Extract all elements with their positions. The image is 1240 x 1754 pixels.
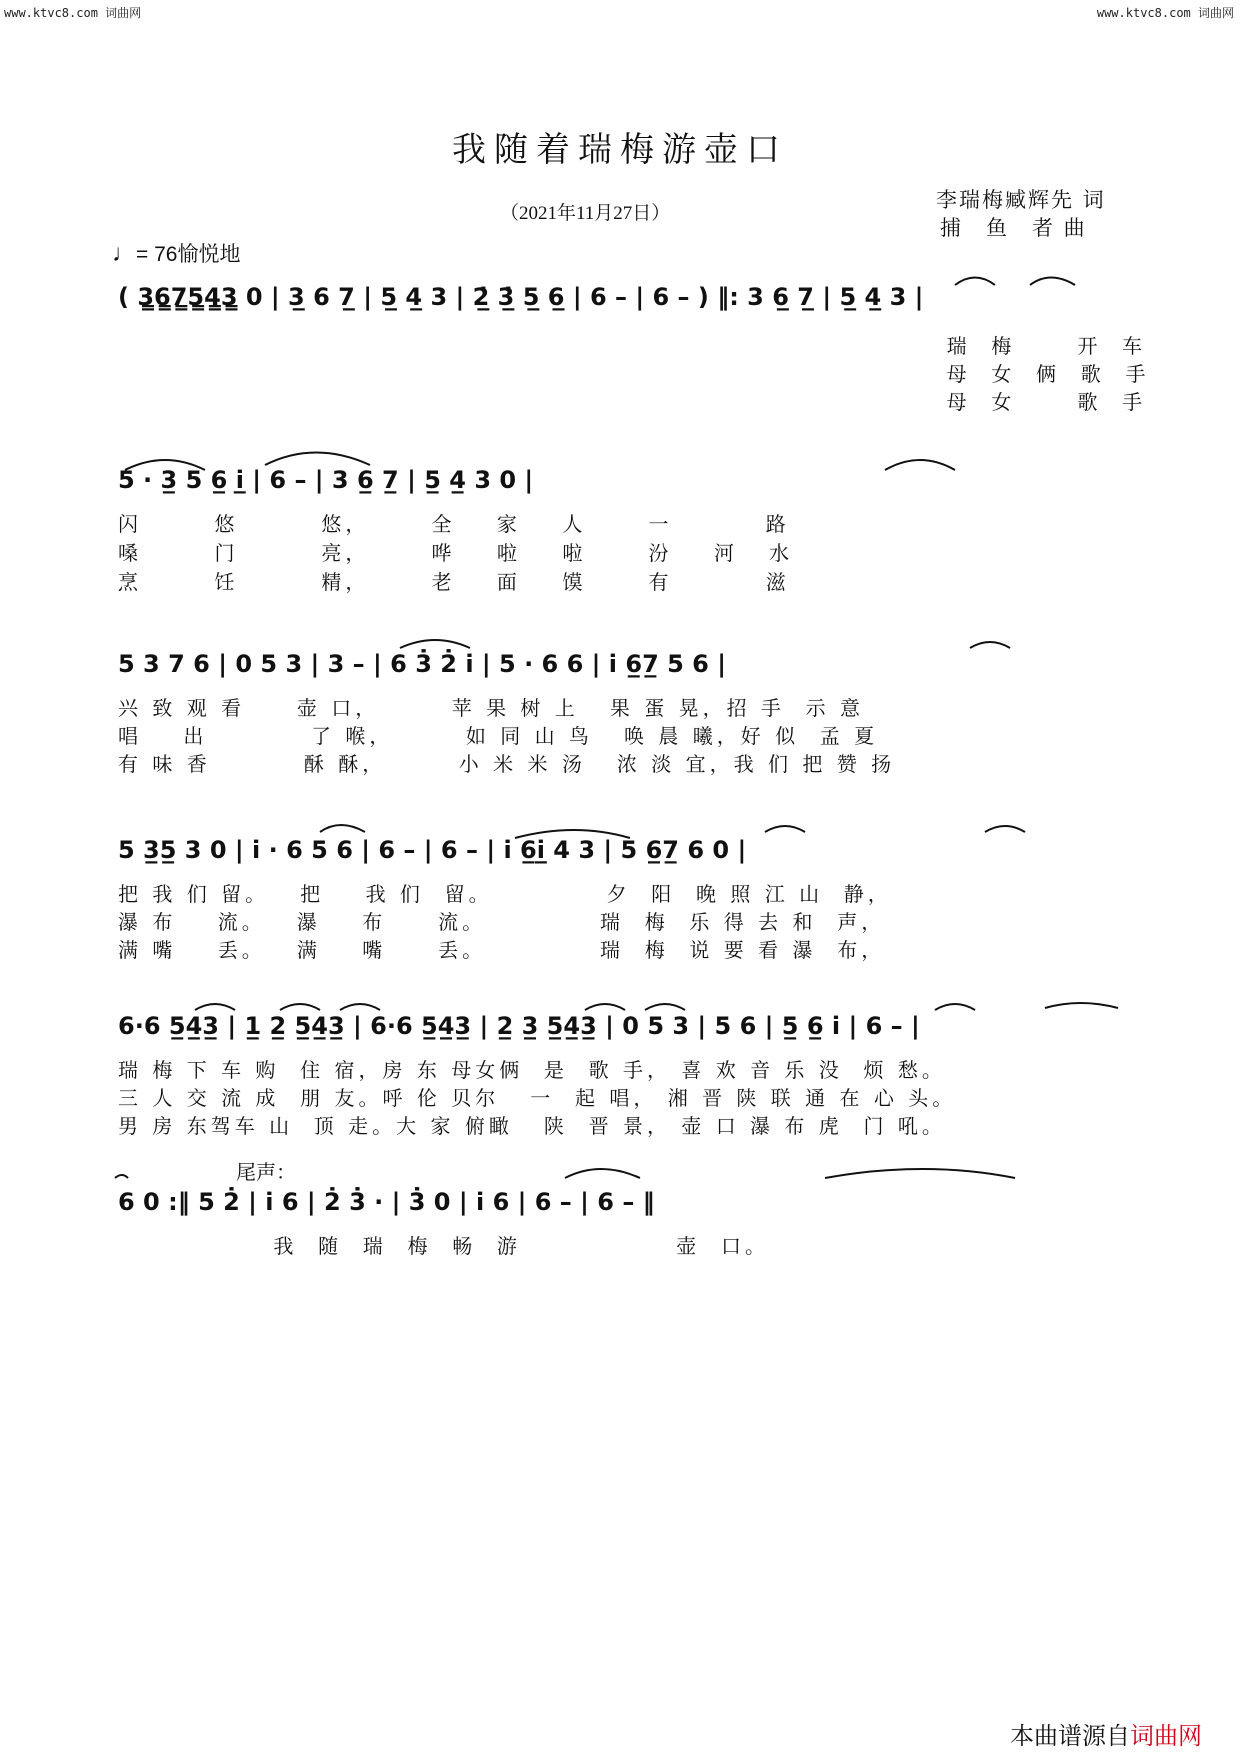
- jianpu-notes-line-4: 5 3̲5̲ 3 0 | i̇ · 6 5 6 | 6 – | 6 – | i̇ 6̲i̲̇ 4 3 | 5 6̲7̲ 6 0 |: [118, 836, 747, 864]
- lyric-line-5-verse-3: 男 房 东驾车 山 顶 走。大 家 俯瞰 陕 晋 景， 壶 口 瀑 布 虎 门 吼。: [118, 1114, 946, 1138]
- jianpu-notes-line-5: 6·6 5̲4̲3̲ | 1̲ 2̲ 5̲4̲3̲ | 6·6 5̲4̲3̲ | 2̲ 3̲ 5̲4̲3̲ | 0 5 3 | 5 6 | 5̲ 6̲ i̇ | 6 – |: [118, 1012, 920, 1040]
- watermark-right: www.ktvc8.com 词曲网: [1096, 6, 1234, 20]
- source-credit: [1010, 1716, 1202, 1751]
- lyric-line-4-verse-1: 把 我 们 留。 把 我 们 留。 夕 阳 晚 照 江 山 静，: [118, 882, 892, 906]
- lyric-line-6-coda: 我 随 瑞 梅 畅 游 壶 口。: [118, 1234, 770, 1258]
- lyric-line-1-verse-1: 瑞 梅 开 车: [118, 334, 1147, 358]
- tempo-text: = 76愉悦地: [136, 243, 241, 266]
- lyric-line-3-verse-3: 有 味 香 酥 酥， 小 米 米 汤 浓 淡 宜，我 们 把 赞 扬: [118, 752, 896, 776]
- lyric-line-1-verse-2: 母 女 俩 歌 手: [118, 362, 1150, 386]
- lyric-line-2-verse-1: 闪 悠 悠， 全 家 人 一 路: [118, 512, 790, 536]
- lyricist-credit: 李瑞梅臧辉先 词: [936, 188, 1106, 212]
- jianpu-notes-line-1: ( 3̳6̳7̳5̳4̳3̳ 0 | 3̲ 6 7̲ | 5̲ 4̲ 3 | 2̲̇ 3̲̇ 5̲ 6̲ | 6 – | 6 – ) ‖: 3 6̲ 7̲ | 5̲ 4̲ 3 |: [118, 283, 924, 311]
- lyric-line-2-verse-2: 嗓 门 亮， 哗 啦 啦 汾 河 水: [118, 541, 794, 565]
- composer-credit: 捕 鱼 者 曲: [940, 216, 1087, 240]
- lyric-line-4-verse-3: 满 嘴 丢。 满 嘴 丢。 瑞 梅 说 要 看 瀑 布，: [118, 938, 886, 962]
- brand-name[interactable]: 词曲网: [1130, 1722, 1202, 1750]
- watermark-left: www.ktvc8.com 词曲网: [4, 6, 142, 20]
- song-title: 我随着瑞梅游壶口: [452, 130, 788, 170]
- lyric-line-3-verse-2: 唱 出 了 喉， 如 同 山 鸟 唤 晨 曦，好 似 孟 夏: [118, 724, 879, 748]
- source-label: 本曲谱源自: [1010, 1722, 1130, 1750]
- lyric-line-5-verse-1: 瑞 梅 下 车 购 住 宿，房 东 母女俩 是 歌 手， 喜 欢 音 乐 没 烦 愁。: [118, 1058, 946, 1082]
- composition-date: （2021年11月27日）: [500, 203, 671, 224]
- lyric-line-3-verse-1: 兴 致 观 看 壶 口， 苹 果 树 上 果 蛋 晃，招 手 示 意: [118, 696, 865, 720]
- lyric-line-5-verse-2: 三 人 交 流 成 朋 友。呼 伦 贝尔 一 起 唱， 湘 晋 陕 联 通 在 心 头。: [118, 1086, 957, 1110]
- lyric-line-1-verse-3: 母 女 歌 手: [118, 390, 1147, 414]
- jianpu-notes-line-3: 5 3 7 6 | 0 5 3 | 3 – | 6 3̇ 2̇ i̇ | 5 · 6 6 | i̇ 6̲7̲ 5 6 |: [118, 650, 726, 678]
- jianpu-notes-line-2: 5 · 3̲ 5 6̲ i̲̇ | 6 – | 3 6̲ 7̲ | 5̲ 4̲ 3 0 |: [118, 466, 534, 494]
- quarter-note-icon: ♩: [112, 240, 136, 267]
- lyric-line-2-verse-3: 烹 饪 精， 老 面 馍 有 滋: [118, 570, 790, 594]
- lyric-line-4-verse-2: 瀑 布 流。 瀑 布 流。 瑞 梅 乐 得 去 和 声，: [118, 910, 886, 934]
- jianpu-notes-line-6: 6 0 :‖ 5 2̇ | i̇ 6 | 2̇ 3̇ · | 3̇ 0 | i̇ 6 | 6 – | 6 – ‖: [118, 1188, 655, 1216]
- coda-label: 尾声：: [236, 1160, 296, 1184]
